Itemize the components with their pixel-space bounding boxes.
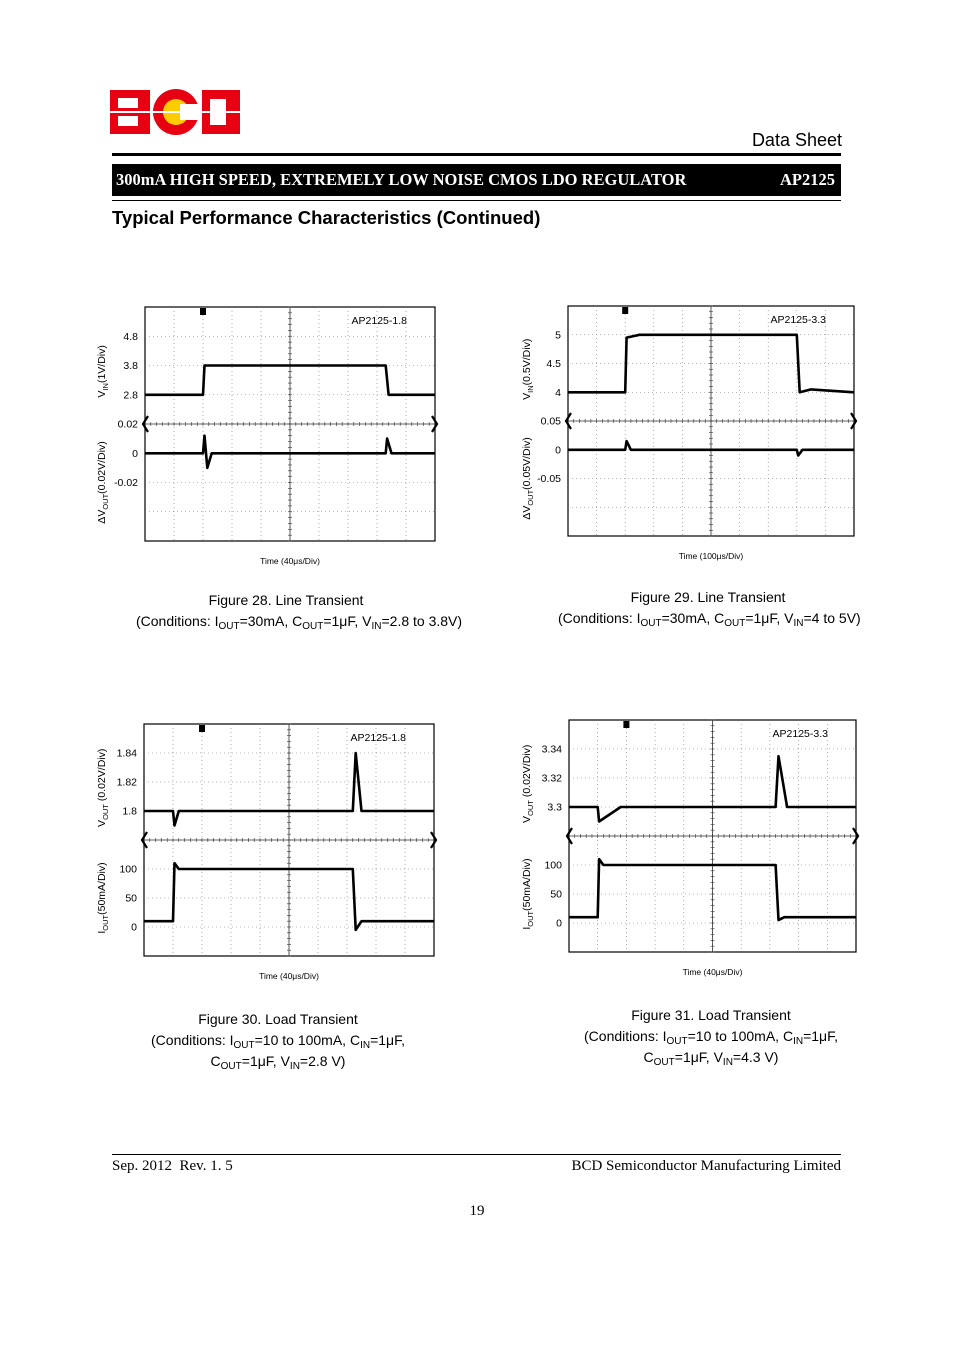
scope-plot-2: [520, 300, 860, 568]
tick-label: 1.8: [122, 805, 137, 818]
fig30-title: Figure 30. Load Transient: [198, 1011, 358, 1027]
tick-label: 50: [125, 892, 137, 905]
bcd-logo: [110, 88, 242, 136]
fig31-conditions-2: $C_{OUT}=1\mu F$, $V_{IN}=4.3$ V): [643, 1049, 779, 1068]
device-label: AP2125-3.3: [772, 728, 828, 740]
x-axis-label: Time (40μs/Div): [682, 967, 743, 977]
y-axis-label-top: $V_{IN}(1V/Div)$: [96, 345, 110, 398]
device-label: AP2125-1.8: [350, 732, 406, 744]
tick-label: 100: [119, 863, 137, 876]
tick-label: 1.82: [116, 776, 137, 789]
y-axis-label-top: $V_{IN}(0.5V/Div)$: [521, 338, 535, 400]
tick-label: 3.8: [123, 360, 138, 372]
x-axis-label: Time (100μs/Div): [678, 551, 744, 561]
tick-label: 3.3: [547, 801, 562, 814]
tick-label: 100: [544, 859, 562, 872]
tick-label: 0: [555, 444, 561, 457]
fig31-conditions: (Conditions: $I_{OUT}=10$ to 100mA, $C_{IN}=1\mu F$,: [584, 1028, 838, 1047]
fig28-title: Figure 28. Line Transient: [208, 592, 364, 608]
title-underline: [112, 200, 841, 201]
device-label: AP2125-1.8: [351, 315, 407, 327]
doc-title: 300mA HIGH SPEED, EXTREMELY LOW NOISE CMOS LDO REGULATOR: [116, 170, 687, 189]
tick-label: 50: [550, 888, 562, 901]
fig28-caption: [136, 590, 463, 632]
fig29-conditions: (Conditions: $I_{OUT}=30mA$, $C_{OUT}=1\mu F$, $V_{IN}=4$ to 5V): [558, 610, 861, 629]
fig31-caption: [561, 1005, 861, 1068]
tick-label: 0: [131, 921, 137, 934]
tick-label: 4: [555, 386, 561, 399]
header-rule: [112, 153, 841, 156]
y-axis-label-bottom: $\Delta V_{OUT}(0.02V/Div)$: [96, 441, 110, 524]
device-label: AP2125-3.3: [770, 314, 826, 326]
tick-label: 4.5: [546, 358, 561, 370]
tick-label: 0: [132, 447, 138, 460]
trigger-marker: [199, 725, 205, 732]
footer-date-rev: Sep. 2012 Rev. 1. 5: [112, 1158, 233, 1174]
y-axis-label-top: $V_{OUT}$ (0.02V/Div): [96, 748, 110, 827]
tick-label: 3.32: [541, 772, 562, 785]
doc-type: Data Sheet: [751, 130, 842, 150]
tick-label: 1.84: [116, 747, 137, 760]
tick-label: 2.8: [123, 389, 138, 402]
tick-label: 0.05: [540, 415, 561, 428]
x-axis-label: Time (40μs/Div): [260, 556, 320, 566]
trigger-marker: [623, 721, 629, 728]
tick-label: -0.02: [114, 477, 138, 489]
trigger-marker: [200, 308, 206, 315]
fig30-conditions-2: $C_{OUT}=1\mu F$, $V_{IN}=2.8$ V): [210, 1053, 346, 1072]
scope-plot-3: [95, 718, 440, 988]
title-bar: [112, 164, 841, 196]
section-title: Typical Performance Characteristics (Continued): [112, 207, 541, 228]
fig30-conditions: (Conditions: $I_{OUT}=10$ to 100mA, $C_{IN}=1\mu F$,: [151, 1032, 405, 1051]
tick-label: 0: [556, 917, 562, 930]
part-number: AP2125: [780, 170, 835, 189]
y-axis-label-top: $V_{OUT}$ (0.02V/Div): [521, 744, 535, 823]
y-axis-label-bottom: $\Delta V_{OUT}(0.05V/Div)$: [521, 437, 535, 520]
tick-label: 4.8: [123, 330, 138, 343]
scope-plot-1: [95, 300, 440, 570]
fig30-caption: [128, 1009, 428, 1072]
y-axis-label-bottom: $I_{OUT}(50mA/Div)$: [521, 858, 535, 930]
x-axis-label: Time (40μs/Div): [259, 971, 319, 981]
fig28-conditions: (Conditions: $I_{OUT}=30mA$, $C_{OUT}=1\mu F$, $V_{IN}=2.8$ to 3.8V): [136, 613, 463, 632]
y-axis-label-bottom: $I_{OUT}(50mA/Div)$: [96, 862, 110, 934]
footer-company: BCD Semiconductor Manufacturing Limited: [571, 1158, 841, 1174]
fig31-title: Figure 31. Load Transient: [631, 1007, 791, 1023]
page-number: 19: [469, 1203, 485, 1219]
fig29-caption: [558, 587, 861, 629]
tick-label: 0.02: [117, 418, 138, 431]
trigger-marker: [622, 307, 628, 314]
tick-label: -0.05: [537, 473, 561, 485]
tick-label: 3.34: [541, 743, 562, 756]
scope-plot-4: [520, 714, 860, 982]
tick-label: 5: [555, 329, 561, 342]
footer-rule: [112, 1154, 841, 1155]
fig29-title: Figure 29. Line Transient: [630, 589, 786, 605]
